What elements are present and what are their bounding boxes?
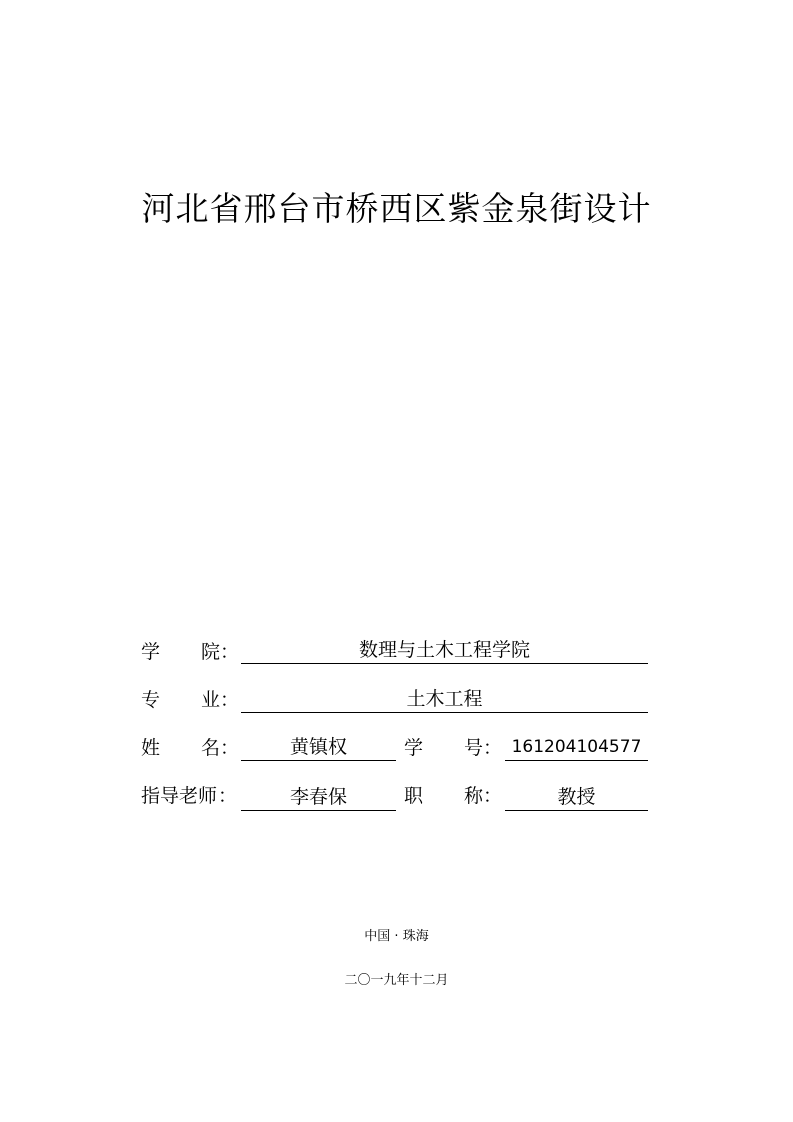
date-text: 二〇一九年十二月 <box>344 973 449 988</box>
name-value: 黄镇权 <box>241 734 396 761</box>
rank-value: 教授 <box>505 784 648 811</box>
advisor-colon: ： <box>218 785 238 807</box>
name-label-char-2: 名 <box>201 737 221 759</box>
college-label-char-2: 院 <box>201 641 221 663</box>
major-colon: ： <box>220 689 240 711</box>
student-id-colon: ： <box>483 737 503 759</box>
major-label-char-1: 专 <box>141 689 161 711</box>
location-text: 中国 · 珠海 <box>364 929 429 944</box>
college-label-char-1: 学 <box>141 641 161 663</box>
advisor-label: 指导老师 <box>141 785 218 807</box>
document-title: 河北省邢台市桥西区紫金泉街设计 <box>141 189 652 228</box>
rank-label-char-2: 称 <box>464 785 484 807</box>
advisor-value: 李春保 <box>241 784 396 811</box>
rank-colon: ： <box>483 785 503 807</box>
name-label-char-1: 姓 <box>141 737 161 759</box>
rank-label-char-1: 职 <box>404 785 424 807</box>
name-colon: ： <box>220 737 240 759</box>
student-id-value: 161204104577 <box>505 734 648 761</box>
student-id-label-char-2: 号 <box>464 737 484 759</box>
major-label-char-2: 业 <box>201 689 221 711</box>
college-value: 数理与土木工程学院 <box>241 637 648 664</box>
student-id-label-char-1: 学 <box>404 737 424 759</box>
college-colon: ： <box>220 641 240 663</box>
major-value: 土木工程 <box>241 686 648 713</box>
